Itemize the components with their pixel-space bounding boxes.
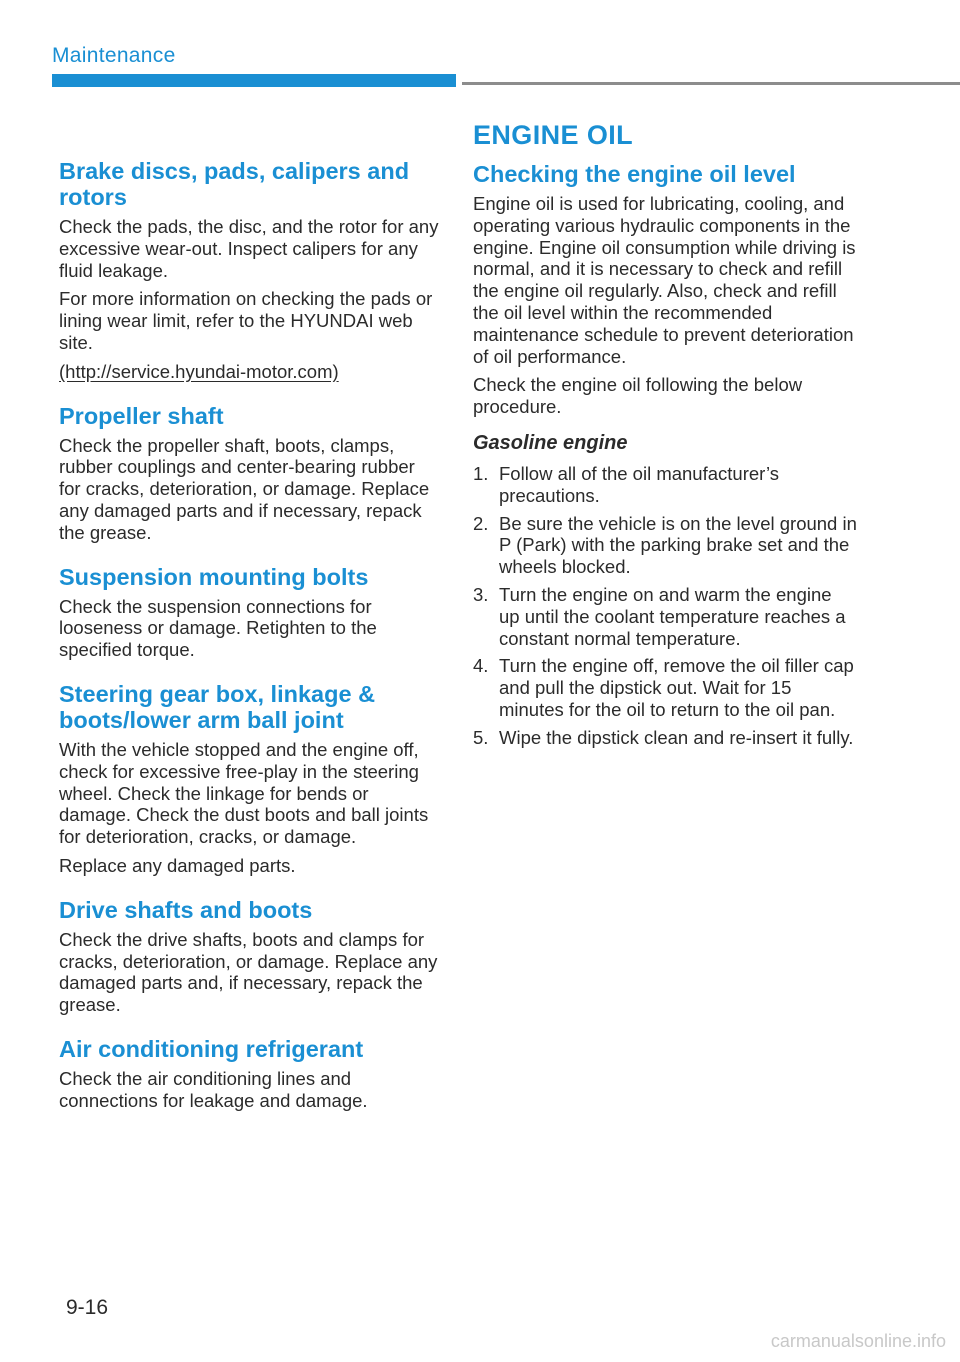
section-steering <box>59 681 439 877</box>
heading-suspension: Suspension mounting bolts <box>59 563 369 590</box>
paragraph: Check the drive shafts, boots and clamps for cracks, deterioration, or damage. Replace any damaged parts and, if necessary, repack the grease. <box>59 928 438 1016</box>
paragraph: For more information on checking the pads or lining wear limit, refer to the HYUNDAI web site. <box>59 288 433 353</box>
heading-propeller-shaft: Propeller shaft <box>59 402 224 429</box>
list-item <box>473 584 857 649</box>
heading-air-conditioning: Air conditioning refrigerant <box>59 1035 364 1062</box>
paragraph: Check the engine oil following the below procedure. <box>473 374 803 418</box>
left-column <box>59 158 439 1132</box>
subheading-gasoline-engine: Gasoline engine <box>473 431 628 454</box>
step-number: 4. <box>473 655 489 677</box>
procedure-steps <box>473 463 857 749</box>
step-number: 3. <box>473 583 489 605</box>
header-accent-bar <box>52 74 456 87</box>
list-item <box>473 655 857 720</box>
step-number: 1. <box>473 462 489 484</box>
list-item <box>473 463 857 507</box>
heading-drive-shafts: Drive shafts and boots <box>59 896 313 923</box>
section-propeller-shaft <box>59 403 439 544</box>
section-brakes <box>59 158 439 383</box>
step-text: Turn the engine off, remove the oil filler cap and pull the dipstick out. Wait for 15 minutes for the oil to return to the oil pan. <box>499 655 854 720</box>
section-drive-shafts <box>59 897 439 1016</box>
footer-watermark-link[interactable]: carmanualsonline.info <box>770 1331 946 1351</box>
step-text: Follow all of the oil manufacturer’s precautions. <box>499 462 780 506</box>
step-text: Be sure the vehicle is on the level ground in P (Park) with the parking brake set and the wheels blocked. <box>499 512 857 578</box>
step-number: 2. <box>473 512 489 534</box>
page-number: 9-16 <box>66 1296 109 1319</box>
heading-brakes: Brake discs, pads, calipers and rotors <box>59 158 410 210</box>
paragraph: With the vehicle stopped and the engine off, check for excessive free-play in the steering wheel. Check the linkage for bends or damage. Check the dust boots and ball joints for deterioration, cracks, or damage. <box>59 738 429 848</box>
right-column <box>473 120 857 755</box>
paragraph: Engine oil is used for lubricating, cooling, and operating various hydraulic components in the engine. Engine oil consumption while driving is normal, and it is necessary to check and refill the engine oil regularly. Also, check and refill the oil level within the recommended maintenance schedule to prevent deterioration of oil performance. <box>473 193 856 367</box>
heading-steering: Steering gear box, linkage & boots/lower arm ball joint <box>59 680 376 733</box>
paragraph: Check the suspension connections for looseness or damage. Retighten to the specified torque. <box>59 595 377 661</box>
step-text: Wipe the dipstick clean and re-insert it fully. <box>499 726 854 748</box>
paragraph: Replace any damaged parts. <box>59 854 296 876</box>
step-number: 5. <box>473 726 489 748</box>
heading-engine-oil-level: Checking the engine oil level <box>473 161 796 187</box>
section-suspension <box>59 564 439 661</box>
section-air-conditioning <box>59 1036 439 1112</box>
header-rule <box>462 82 960 85</box>
step-text: Turn the engine on and warm the engine up until the coolant temperature reaches a constant normal temperature. <box>499 583 846 649</box>
service-website-link[interactable]: (http://service.hyundai-motor.com) <box>59 360 339 382</box>
list-item <box>473 727 857 749</box>
paragraph: Check the pads, the disc, and the rotor for any excessive wear-out. Inspect calipers for any fluid leakage. <box>59 216 439 281</box>
running-header: Maintenance <box>52 44 176 67</box>
paragraph: Check the air conditioning lines and connections for leakage and damage. <box>59 1067 368 1111</box>
paragraph: Check the propeller shaft, boots, clamps, rubber couplings and center-bearing rubber for cracks, deterioration, or damage. Replace any damaged parts and if necessary, repack the grease. <box>59 434 430 543</box>
section-title-engine-oil: ENGINE OIL <box>473 120 634 150</box>
list-item <box>473 513 857 578</box>
